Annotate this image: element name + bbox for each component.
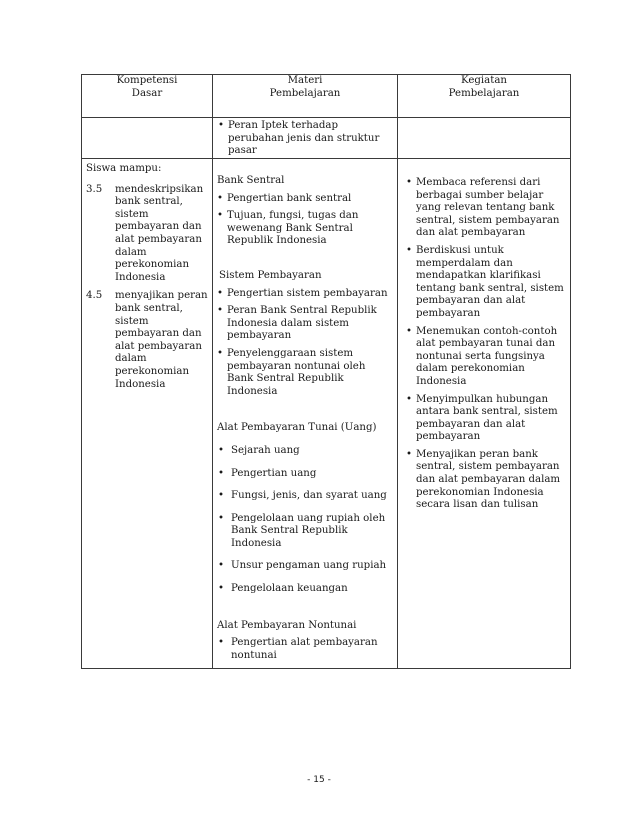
list-item: • Pengertian bank sentral [217, 193, 393, 206]
kompetensi-text: mendeskripsikan bank sentral, sistem pembayaran dan alat pembayaran dalam perekonomian Indonesia [115, 183, 204, 283]
header-materi-pembelajaran: Materi Pembelajaran [213, 75, 398, 118]
page-number: - 15 - [307, 775, 331, 785]
kompetensi-dasar-cell [82, 159, 213, 669]
header-kegiatan-pembelajaran: Kegiatan Pembelajaran [398, 75, 571, 118]
materi-heading: Alat Pembayaran Tunai (Uang) [217, 422, 377, 434]
continued-materi-cell [213, 118, 398, 159]
kompetensi-number: 3.5 [86, 183, 103, 195]
materi-heading: Bank Sentral [217, 175, 285, 186]
materi-pembelajaran-cell [213, 159, 398, 669]
continued-kegiatan-cell [398, 118, 571, 159]
table-header-row [82, 75, 571, 118]
list-item: • Tujuan, fungsi, tugas dan wewenang Bank Sentral Republik Indonesia [217, 210, 393, 248]
continued-kompetensi-cell [82, 118, 213, 159]
list-item: • Pengelolaan keuangan [217, 583, 393, 596]
content-row [82, 159, 571, 669]
kompetensi-item [86, 290, 208, 391]
kompetensi-number: 4.5 [86, 290, 103, 302]
list-item: • Menyimpulkan hubungan antara bank sentral, sistem pembayaran dan alat pembayaran [406, 394, 566, 444]
kompetensi-text: menyajikan peran bank sentral, sistem pembayaran dan alat pembayaran dalam perekonomian Indonesia [115, 290, 208, 390]
continued-row [82, 118, 571, 159]
list-item: • Unsur pengaman uang rupiah [217, 560, 393, 573]
list-item: • Sejarah uang [217, 445, 393, 458]
list-item: • Peran Iptek terhadap perubahan jenis dan struktur pasar [218, 120, 393, 158]
kompetensi-item [86, 184, 208, 285]
list-item: • Berdiskusi untuk memperdalam dan mendapatkan klarifikasi tentang bank sentral, sistem pembayaran dan alat pembayaran [406, 245, 566, 321]
materi-heading: Alat Pembayaran Nontunai [217, 619, 357, 631]
list-item: • Membaca referensi dari berbagai sumber belajar yang relevan tentang bank sentral, sistem pembayaran dan alat pembayaran [406, 177, 566, 240]
list-item: • Fungsi, jenis, dan syarat uang [217, 490, 393, 503]
curriculum-table [81, 74, 571, 669]
list-item: • Pengertian uang [217, 468, 393, 481]
materi-heading: Sistem Pembayaran [219, 269, 322, 281]
list-item: • Pengertian sistem pembayaran [217, 288, 393, 301]
list-item: • Penyelenggaraan sistem pembayaran nontunai oleh Bank Sentral Republik Indonesia [217, 348, 393, 398]
kegiatan-pembelajaran-cell [398, 159, 571, 669]
list-item: • Pengertian alat pembayaran nontunai [217, 637, 393, 662]
list-item: • Menyajikan peran bank sentral, sistem pembayaran dan alat pembayaran dalam perekonomian Indonesia secara lisan dan tulisan [406, 449, 566, 512]
list-item: • Pengelolaan uang rupiah oleh Bank Sentral Republik Indonesia [217, 513, 393, 551]
kompetensi-lead: Siswa mampu: [86, 163, 162, 174]
list-item: • Peran Bank Sentral Republik Indonesia dalam sistem pembayaran [217, 305, 393, 343]
header-kompetensi-dasar: Kompetensi Dasar [82, 75, 213, 118]
list-item: • Menemukan contoh-contoh alat pembayaran tunai dan nontunai serta fungsinya dalam perekonomian Indonesia [406, 326, 566, 389]
